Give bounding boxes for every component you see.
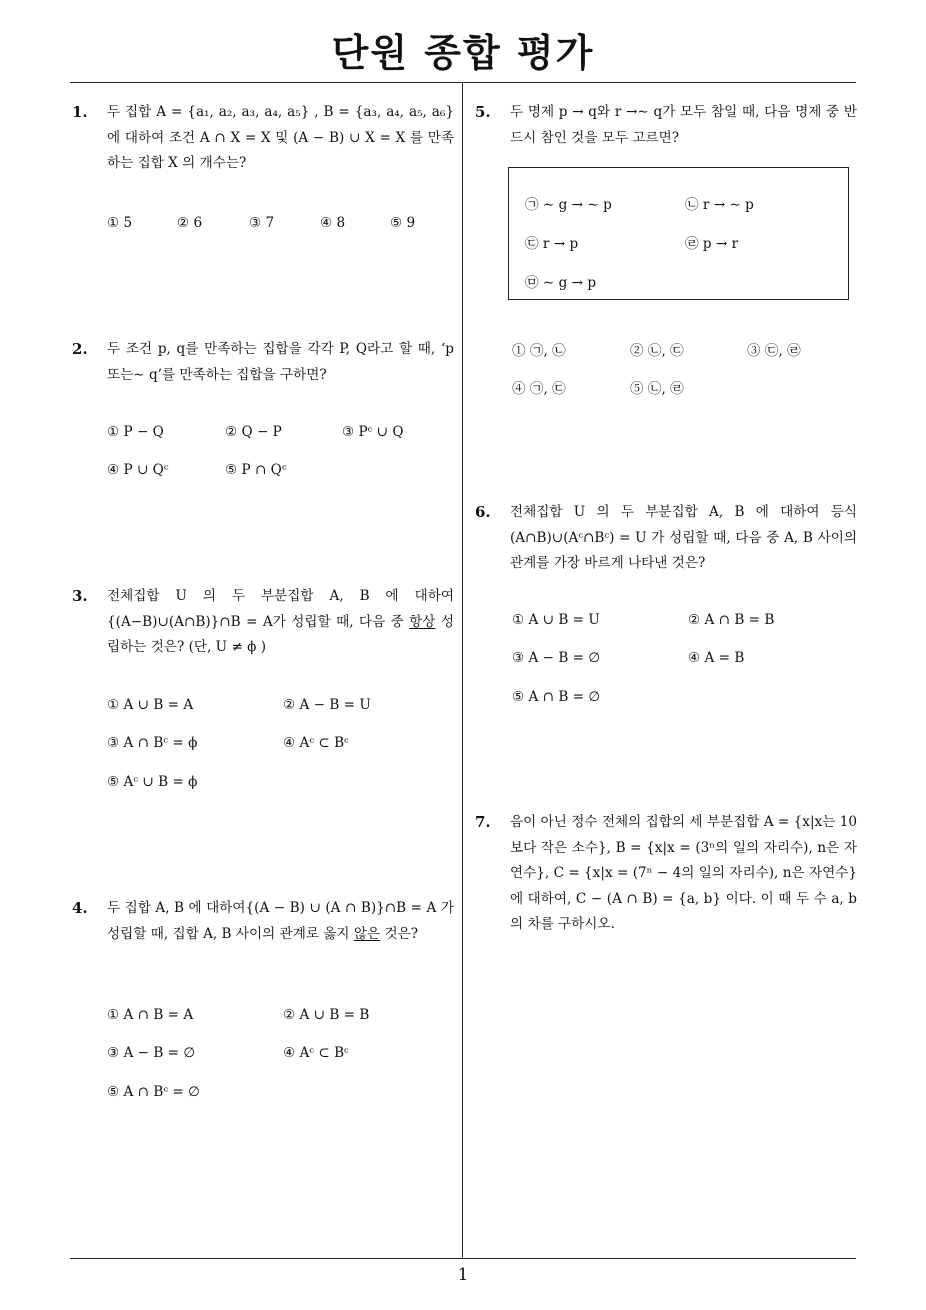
statement: ㉢ r → p — [525, 236, 579, 252]
question-stem: 두 조건 p, q를 만족하는 집합을 각각 P, Q라고 할 때, ‘p 또는∼ q’를 만족하는 집합을 구하면? — [107, 341, 454, 383]
option[interactable]: ⑤ ㉡, ㉣ — [630, 381, 684, 397]
page-title: 단원 종합 평가 — [331, 31, 595, 75]
option[interactable]: ⑤ A ∩ B = ∅ — [512, 689, 601, 705]
stem-emphasis: 항상 — [409, 613, 436, 630]
option[interactable]: ② 6 — [177, 215, 203, 231]
question-number: 5. — [475, 103, 491, 121]
bottom-rule — [70, 1258, 856, 1259]
option[interactable]: ③ 7 — [249, 215, 275, 231]
statement: ㉠ ∼ g → ∼ p — [525, 197, 612, 213]
question-stem: 음이 아닌 정수 전체의 집합의 세 부분집합 A = {x|x는 10보다 작은 소수}, B = {x|x = (3ⁿ의 일의 자리수), n은 자연수}, C = {x|x = (7ⁿ − 4의 일의 자리수), n은 자연수}에 대하여, C − (A ∩ B) = {a, b} 이다. 이 때 두 수 a, b의 차를 구하시오. — [510, 814, 857, 933]
statement: ㉣ p → r — [685, 236, 739, 252]
option[interactable]: ⑤ P ∩ Qᶜ — [225, 462, 287, 478]
question-number: 6. — [475, 503, 491, 521]
option[interactable]: ④ P ∪ Qᶜ — [107, 462, 169, 478]
column-divider — [462, 83, 463, 1259]
option[interactable]: ② A ∪ B = B — [283, 1007, 370, 1023]
question-stem — [107, 584, 454, 661]
option[interactable]: ① 5 — [107, 215, 133, 231]
question-stem: 전체집합 U 의 두 부분집합 A, B 에 대하여 등식 (A∩B)∪(Aᶜ∩Bᶜ) = U 가 성립할 때, 다음 중 A, B 사이의 관계를 가장 바르게 나타낸 것은? — [510, 504, 857, 572]
question-1 — [72, 100, 454, 177]
option[interactable]: ④ A = B — [688, 650, 745, 666]
option[interactable]: ② ㉡, ㉢ — [630, 343, 684, 359]
option[interactable]: ② A − B = U — [283, 697, 371, 713]
stem-text: 것은? — [384, 925, 419, 942]
statement: ㉤ ∼ g → p — [525, 275, 597, 291]
option[interactable]: ③ A − B = ∅ — [512, 650, 601, 666]
question-stem — [107, 896, 454, 947]
question-2 — [72, 337, 454, 388]
option[interactable]: ③ A − B = ∅ — [107, 1045, 196, 1061]
stem-text: 전체집합 U 의 두 부분집합 A, B 에 대하여{(A−B)∪(A∩B)}∩B = A가 성립할 때, 다음 중 — [107, 588, 454, 630]
option[interactable]: ② A ∩ B = B — [688, 612, 775, 628]
option[interactable]: ④ Aᶜ ⊂ Bᶜ — [283, 1045, 349, 1061]
option[interactable]: ④ ㉠, ㉢ — [512, 381, 566, 397]
question-number: 1. — [72, 103, 88, 121]
question-6 — [475, 500, 857, 577]
question-number: 4. — [72, 899, 88, 917]
option[interactable]: ⑤ A ∩ Bᶜ = ∅ — [107, 1084, 200, 1100]
option[interactable]: ① ㉠, ㉡ — [512, 343, 566, 359]
question-stem: 두 집합 A = {a₁, a₂, a₃, a₄, a₅} , B = {a₃, a₄, a₅, a₆} 에 대하여 조건 A ∩ X = X 및 (A − B) ∪ X = X 를 만족하는 집합 X 의 개수는? — [107, 104, 454, 172]
option[interactable]: ① P − Q — [107, 424, 164, 440]
option[interactable]: ① A ∩ B = A — [107, 1007, 194, 1023]
statement: ㉡ r → ∼ p — [685, 197, 754, 213]
stem-emphasis: 않은 — [353, 925, 381, 942]
statement-box — [508, 167, 849, 300]
stem-text: 성립하는 것은? (단, U ≠ ϕ ) — [107, 613, 454, 656]
question-number: 7. — [475, 813, 491, 831]
page-number: 1 — [457, 1265, 469, 1285]
option[interactable]: ① A ∪ B = A — [107, 697, 194, 713]
option[interactable]: ③ A ∩ Bᶜ = ϕ — [107, 735, 198, 751]
question-4 — [72, 896, 454, 947]
option[interactable]: ⑤ Aᶜ ∪ B = ϕ — [107, 774, 198, 790]
option[interactable]: ③ Pᶜ ∪ Q — [342, 424, 404, 440]
question-3 — [72, 584, 454, 661]
option[interactable]: ④ Aᶜ ⊂ Bᶜ — [283, 735, 349, 751]
stem-text: 두 집합 A, B 에 대하여{(A − B) ∪ (A ∩ B)}∩B = A 가 성립할 때, 집합 A, B 사이의 관계로 옳지 — [107, 900, 454, 942]
question-number: 3. — [72, 587, 88, 605]
option[interactable]: ③ ㉢, ㉣ — [747, 343, 801, 359]
question-stem: 두 명제 p → q와 r →∼ q가 모두 참일 때, 다음 명제 중 반드시 참인 것을 모두 고르면? — [510, 104, 857, 146]
option[interactable]: ⑤ 9 — [390, 215, 416, 231]
question-5 — [475, 100, 857, 151]
question-7 — [475, 810, 857, 938]
question-number: 2. — [72, 340, 88, 358]
option[interactable]: ① A ∪ B = U — [512, 612, 600, 628]
option[interactable]: ② Q − P — [225, 424, 282, 440]
top-rule — [70, 82, 856, 83]
option[interactable]: ④ 8 — [320, 215, 346, 231]
